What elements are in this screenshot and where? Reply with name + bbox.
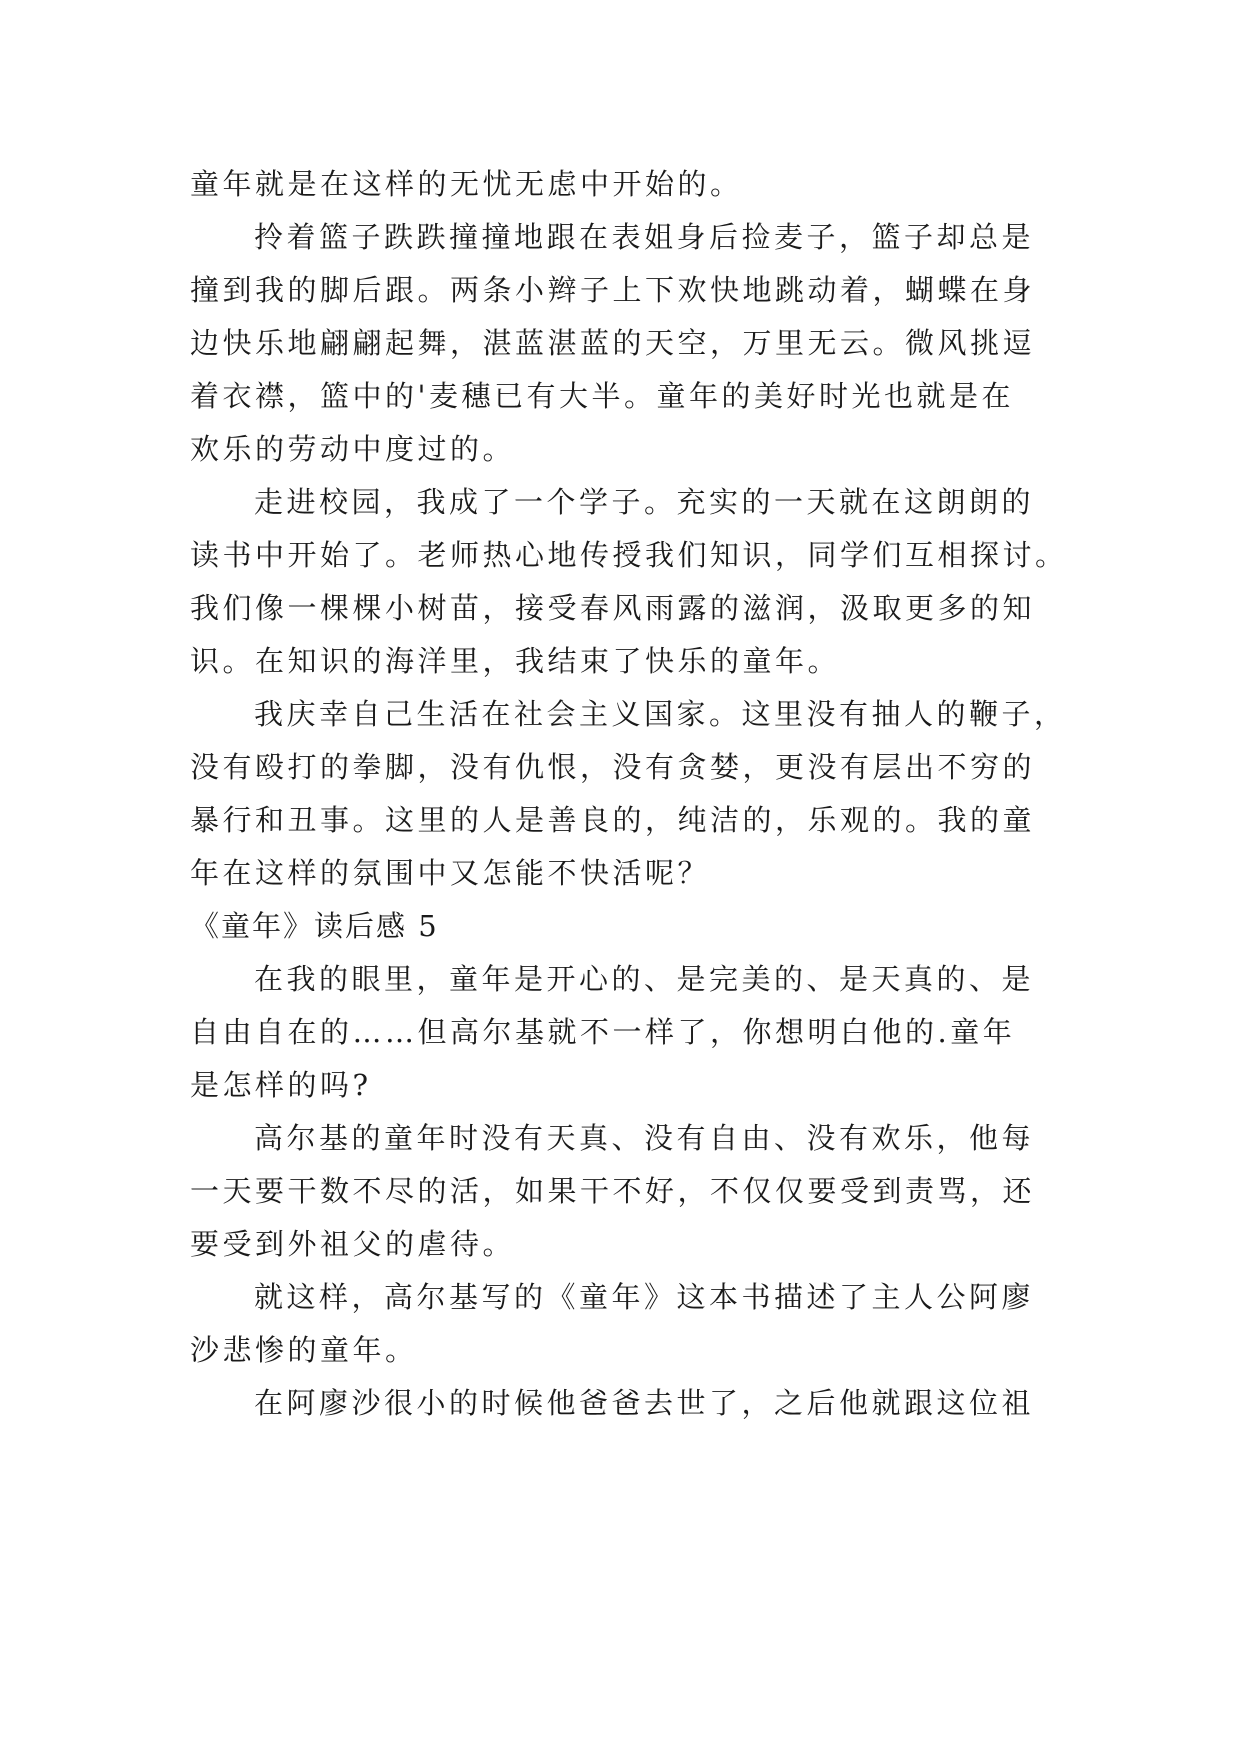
text-line: 读书中开始了。老师热心地传授我们知识，同学们互相探讨。 xyxy=(190,538,1068,572)
text-line: 高尔基的童年时没有天真、没有自由、没有欢乐，他每 xyxy=(254,1121,1035,1155)
text-line: 撞到我的脚后跟。两条小辫子上下欢快地跳动着，蝴蝶在身 xyxy=(190,273,1036,307)
text-line: 童年就是在这样的无忧无虑中开始的。 xyxy=(190,167,743,201)
text-line: 边快乐地翩翩起舞，湛蓝湛蓝的天空，万里无云。微风挑逗 xyxy=(190,326,1036,360)
text-line: 暴行和丑事。这里的人是善良的，纯洁的，乐观的。我的童 xyxy=(190,803,1036,837)
text-line: 在我的眼里，童年是开心的、是完美的、是天真的、是 xyxy=(254,962,1035,996)
text-line: 年在这样的氛围中又怎能不快活呢？ xyxy=(190,856,711,890)
text-line: 是怎样的吗? xyxy=(190,1068,372,1102)
text-line: 欢乐的劳动中度过的。 xyxy=(190,432,516,466)
text-line: 着衣襟，篮中的'麦穗已有大半。童年的美好时光也就是在 xyxy=(190,379,1014,413)
document-page xyxy=(190,158,1068,1430)
text-line: 沙悲惨的童年。 xyxy=(190,1333,418,1367)
text-line: 要受到外祖父的虐待。 xyxy=(190,1227,516,1261)
text-line: 走进校园，我成了一个学子。充实的一天就在这朗朗的 xyxy=(254,485,1035,519)
text-line: 识。在知识的海洋里，我结束了快乐的童年。 xyxy=(190,644,841,678)
text-line: 自由自在的……但高尔基就不一样了，你想明白他的.童年 xyxy=(190,1015,1016,1049)
text-line: 就这样，高尔基写的《童年》这本书描述了主人公阿廖 xyxy=(254,1280,1035,1314)
text-line: 我们像一棵棵小树苗，接受春风雨露的滋润，汲取更多的知 xyxy=(190,591,1036,625)
section-heading: 《童年》读后感 5 xyxy=(190,909,439,943)
text-line: 一天要干数不尽的活，如果干不好，不仅仅要受到责骂，还 xyxy=(190,1174,1036,1208)
text-line: 没有殴打的拳脚，没有仇恨，没有贪婪，更没有层出不穷的 xyxy=(190,750,1036,784)
text-line: 在阿廖沙很小的时候他爸爸去世了，之后他就跟这位祖 xyxy=(254,1386,1035,1420)
text-line: 拎着篮子跌跌撞撞地跟在表姐身后捡麦子，篮子却总是 xyxy=(254,220,1035,254)
text-line: 我庆幸自己生活在社会主义国家。这里没有抽人的鞭子， xyxy=(254,697,1067,731)
